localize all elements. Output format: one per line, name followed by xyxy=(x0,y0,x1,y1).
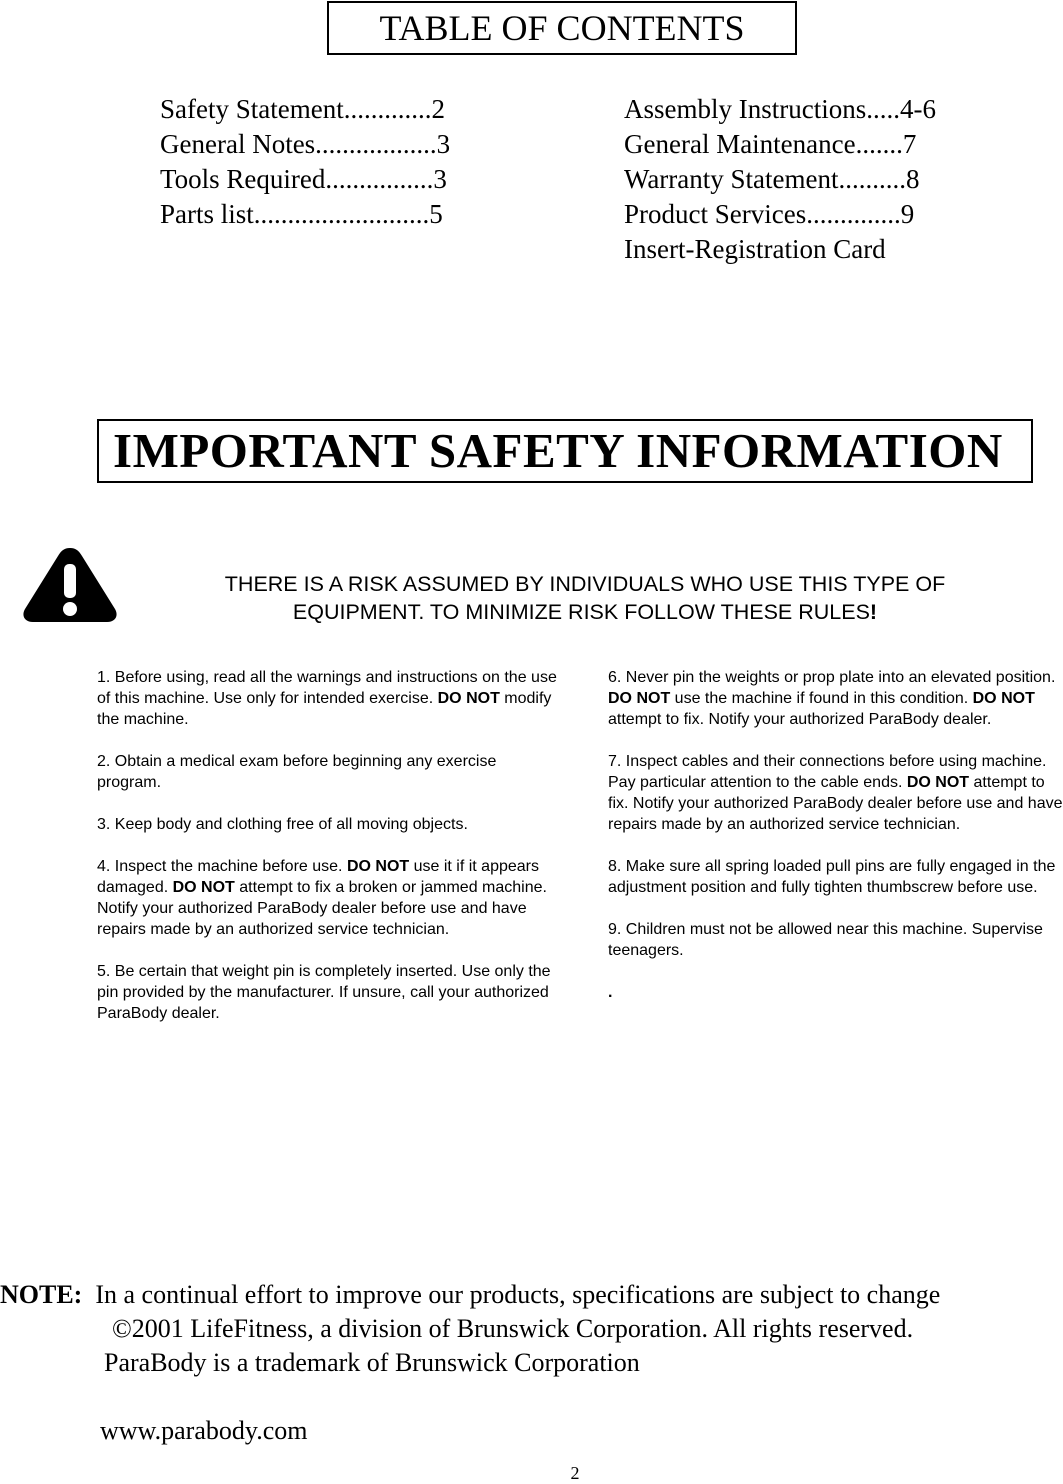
toc-entry-product-services[interactable]: Product Services..............9 xyxy=(624,199,915,229)
toc-entry-warranty-statement[interactable]: Warranty Statement..........8 xyxy=(624,164,920,194)
rule-3: 3. Keep body and clothing free of all moving objects. xyxy=(97,816,468,833)
toc-entry-tools-required[interactable]: Tools Required................3 xyxy=(160,164,447,194)
page-number: 2 xyxy=(570,1463,580,1483)
risk-line-1: THERE IS A RISK ASSUMED BY INDIVIDUALS WHO USE THIS TYPE OF xyxy=(224,572,946,596)
safety-heading: IMPORTANT SAFETY INFORMATION xyxy=(97,419,1033,483)
website-link[interactable]: www.parabody.com xyxy=(100,1416,308,1445)
toc-entry-parts-list[interactable]: Parts list..........................5 xyxy=(160,199,443,229)
note-text: In a continual effort to improve our products, specifications are subject to change xyxy=(95,1280,941,1309)
rules-right-column xyxy=(608,667,1063,1024)
risk-line-2: EQUIPMENT. TO MINIMIZE RISK FOLLOW THESE RULES! xyxy=(292,600,878,624)
toc-right-column xyxy=(624,92,936,267)
toc-entry-general-notes[interactable]: General Notes..................3 xyxy=(160,129,451,159)
toc-entry-general-maintenance[interactable]: General Maintenance.......7 xyxy=(624,129,917,159)
copyright: ©2001 LifeFitness, a division of Brunswick Corporation. All rights reserved. xyxy=(112,1314,914,1343)
toc-entry-safety-statement[interactable]: Safety Statement.............2 xyxy=(160,94,445,124)
rule-2: 2. Obtain a medical exam before beginning any exercise program. xyxy=(97,753,497,791)
rules-left-column xyxy=(97,667,557,1045)
toc-entry-assembly-instructions[interactable]: Assembly Instructions.....4-6 xyxy=(624,94,936,124)
rule-6: 6. Never pin the weights or prop plate into an elevated position. DO NOT use the machine if found in this condition. DO NOT attempt to fix. Notify your authorized ParaBody dealer. xyxy=(608,669,1056,728)
trademark: ParaBody is a trademark of Brunswick Corporation xyxy=(104,1348,640,1377)
rule-8: 8. Make sure all spring loaded pull pins are fully engaged in the adjustment position and fully tighten thumbscrew before use. xyxy=(608,858,1056,896)
note-line xyxy=(0,1278,940,1311)
warning-exclamation-icon xyxy=(22,546,118,624)
rule-5: 5. Be certain that weight pin is completely inserted. Use only the pin provided by the manufacturer. If unsure, call your authorized ParaBody dealer. xyxy=(97,963,551,1022)
toc-title: TABLE OF CONTENTS xyxy=(327,1,797,55)
rule-9: 9. Children must not be allowed near this machine. Supervise teenagers. xyxy=(608,921,1043,959)
rule-4: 4. Inspect the machine before use. DO NOT use it if it appears damaged. DO NOT attempt to fix a broken or jammed machine. Notify your authorized ParaBody dealer before use and have repairs made by an authorized service technician. xyxy=(97,858,547,938)
rule-1: 1. Before using, read all the warnings and instructions on the use of this machine. Use only for intended exercise. DO NOT modify the machine. xyxy=(97,669,557,728)
toc-left-column xyxy=(160,92,450,232)
rule-7: 7. Inspect cables and their connections before using machine. Pay particular attention to the cable ends. DO NOT attempt to fix. Notify your authorized ParaBody dealer before use and have repairs made by an authorized service technician. xyxy=(608,753,1063,833)
toc-entry-registration-card[interactable]: Insert-Registration Card xyxy=(624,234,886,264)
risk-statement xyxy=(150,570,1020,626)
note-label: NOTE: xyxy=(0,1280,83,1309)
stray-dot: . xyxy=(608,984,613,1001)
